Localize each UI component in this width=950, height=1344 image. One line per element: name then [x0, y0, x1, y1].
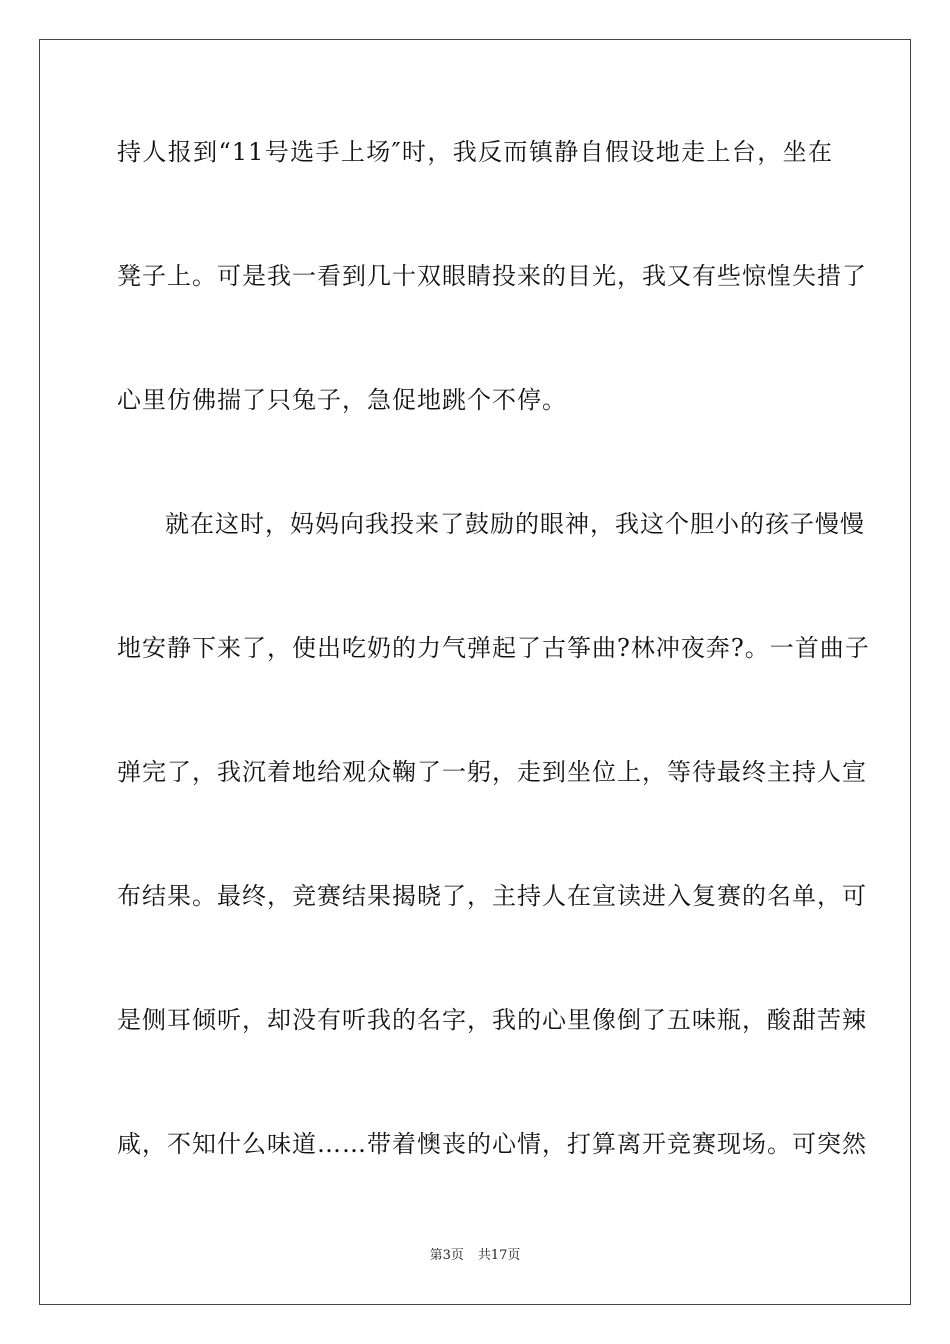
page-number: 第3页: [429, 1248, 464, 1263]
paragraph-line: 持人报到“11号选手上场″时，我反而镇静自假设地走上台，坐在: [117, 138, 833, 166]
paragraph-line: 弹完了，我沉着地给观众鞠了一躬，走到坐位上，等待最终主持人宣: [117, 758, 867, 786]
paragraph-line: 是侧耳倾听，却没有听我的名字，我的心里像倒了五味瓶，酸甜苦辣: [117, 1006, 867, 1034]
paragraph-line: 咸，不知什么味道……带着懊丧的心情，打算离开竞赛现场。可突然: [117, 1130, 867, 1158]
paragraph-line: 心里仿佛揣了只兔子，急促地跳个不停。: [117, 386, 567, 414]
paragraph-line: 地安静下来了，使出吃奶的力气弹起了古筝曲?林冲夜奔?。一首曲子: [117, 634, 870, 662]
paragraph-line: 布结果。最终，竞赛结果揭晓了，主持人在宣读进入复赛的名单，可: [117, 882, 867, 910]
page-footer: [0, 1248, 950, 1264]
page-border: [39, 39, 911, 1305]
page-total: 共17页: [477, 1248, 521, 1263]
paragraph-line: 就在这时，妈妈向我投来了鼓励的眼神，我这个胆小的孩子慢慢: [165, 510, 865, 538]
paragraph-line: 凳子上。可是我一看到几十双眼睛投来的目光，我又有些惊惶失措了: [117, 262, 867, 290]
